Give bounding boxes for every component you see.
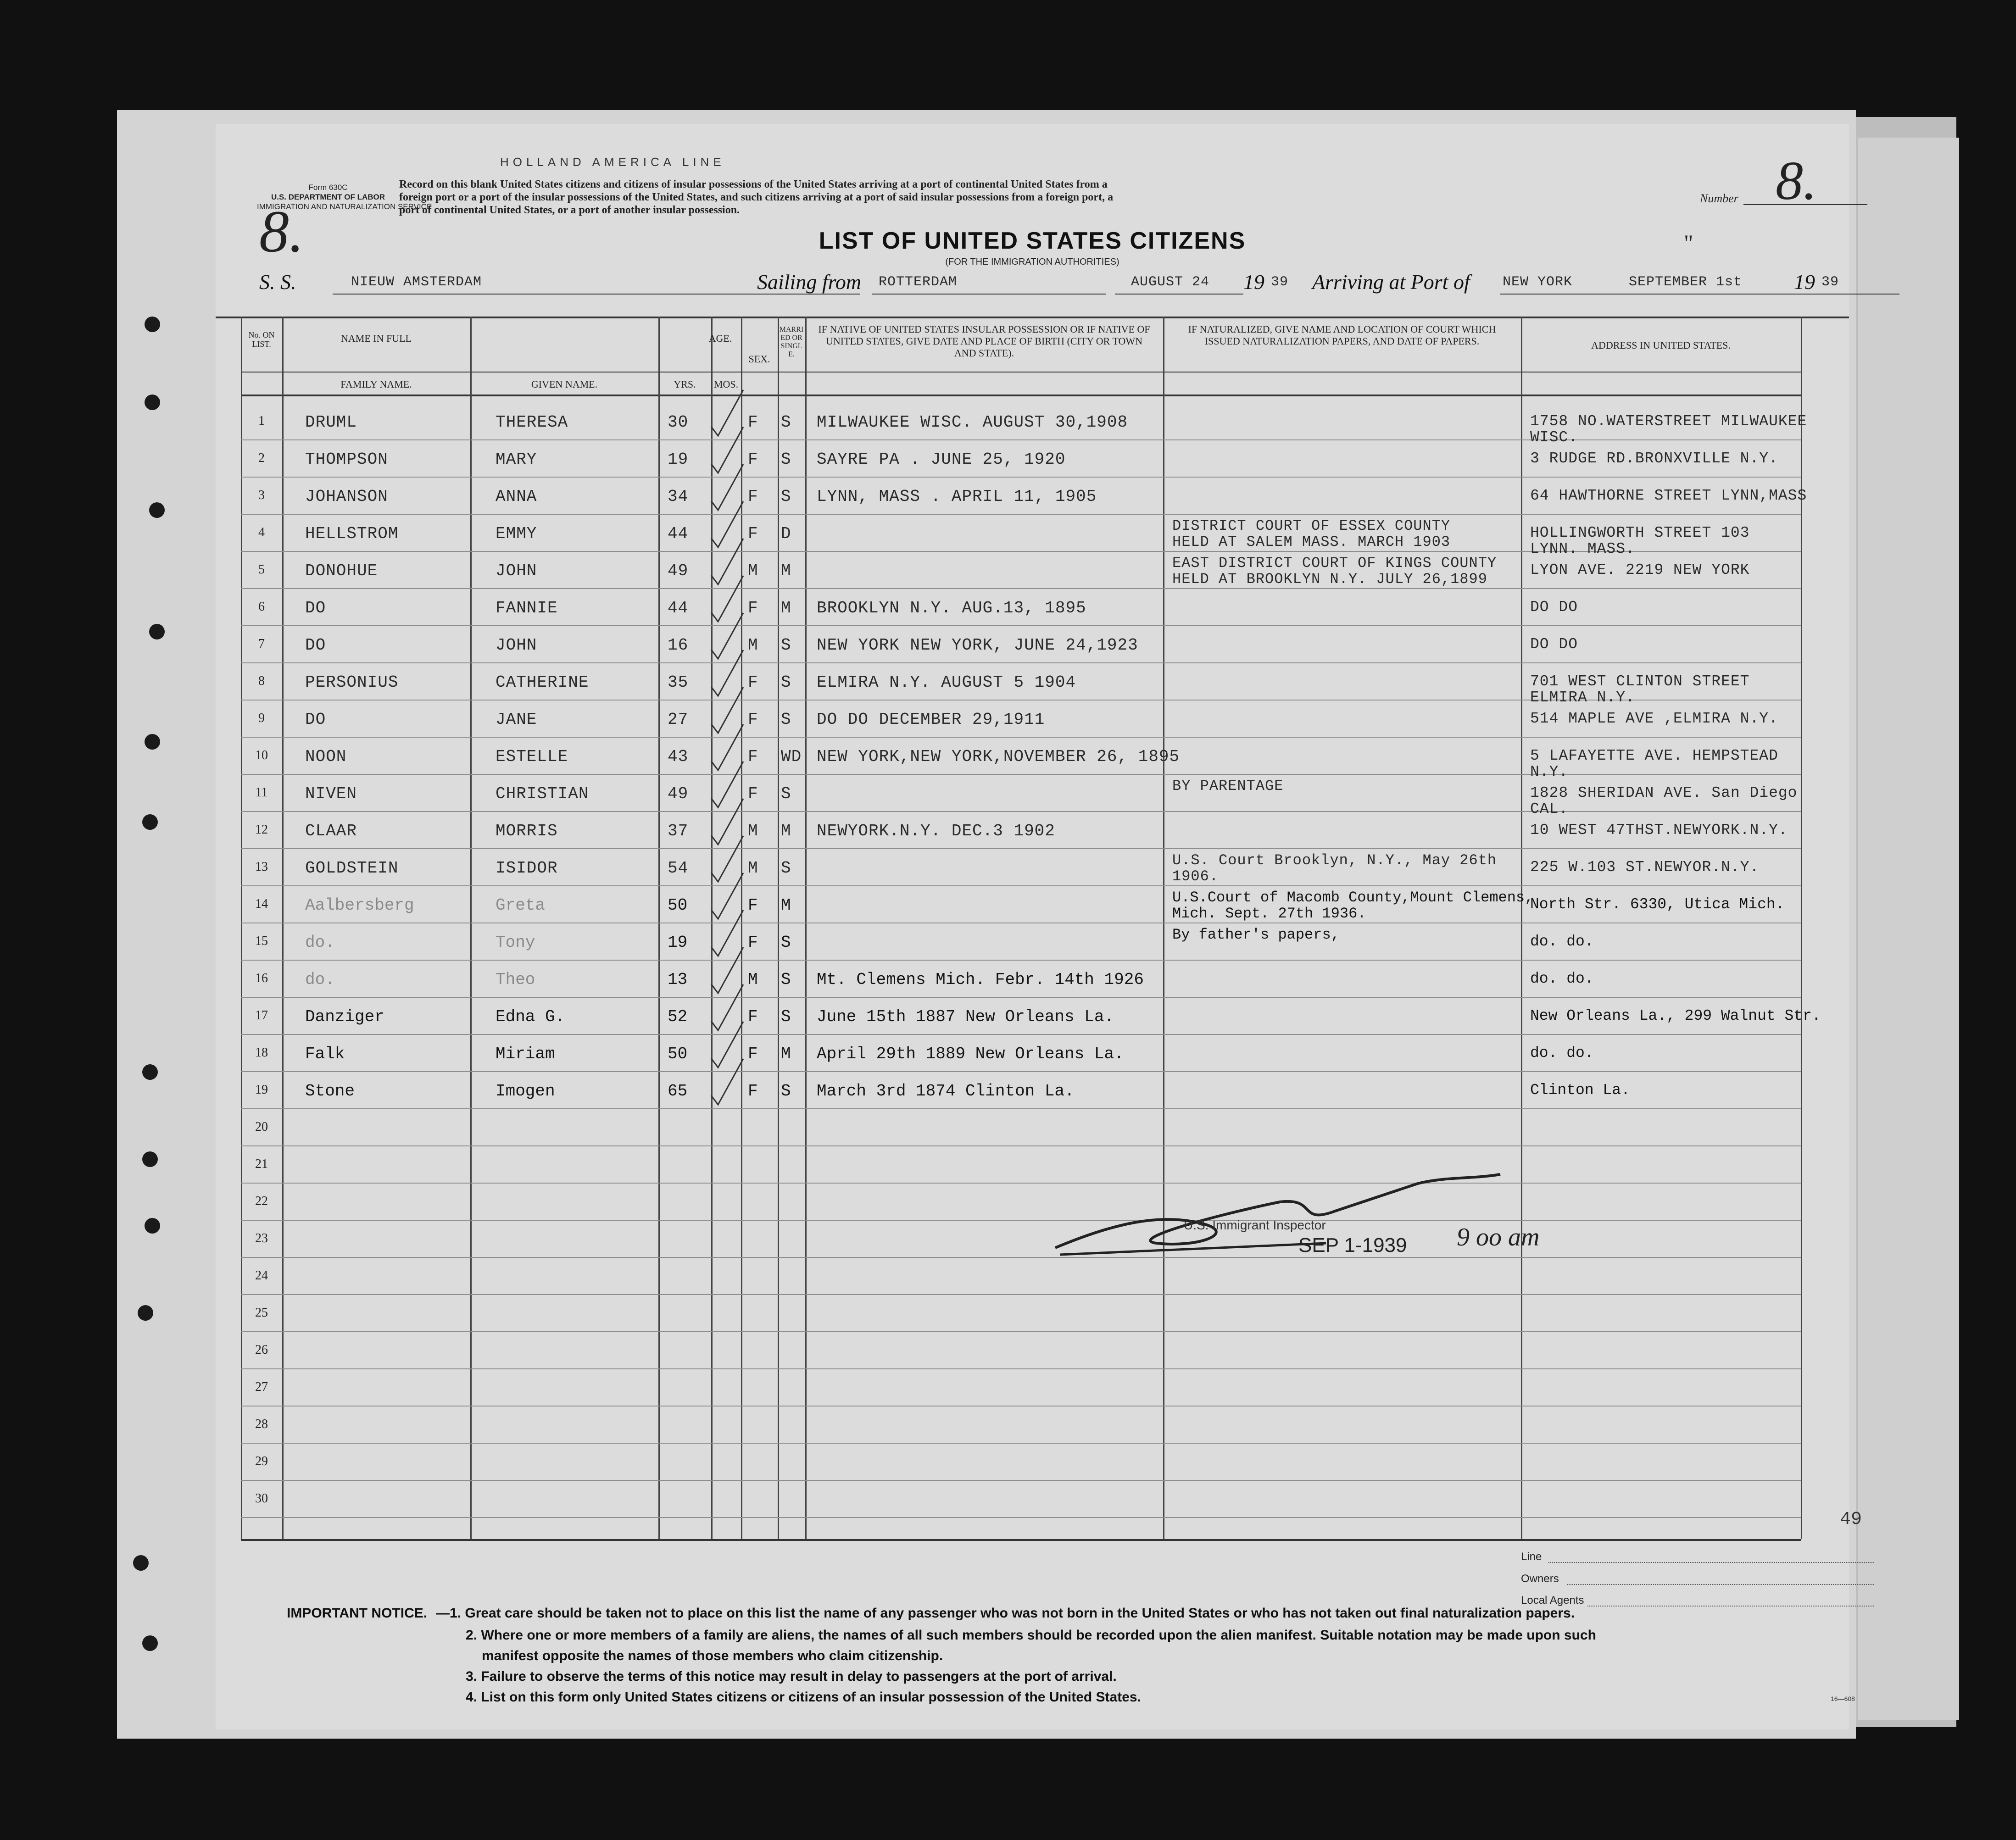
local-agents-label: Local Agents [1521,1594,1584,1607]
form-number: Form 630C [308,183,348,192]
family-name: DO [305,599,326,617]
us-address: DO DO [1530,599,1578,616]
marital-status: M [781,896,791,915]
col-border [658,317,660,1539]
us-address: do. do. [1530,933,1594,950]
family-name: THOMPSON [305,450,388,469]
row-number: 24 [255,1268,268,1283]
age-years: 49 [668,561,689,580]
col-border [778,317,779,1539]
given-name: JANE [496,710,537,729]
age-years: 27 [668,710,689,729]
row-rule [241,960,1801,961]
naturalization-court-cont: Mich. Sept. 27th 1936. [1172,905,1366,922]
age-years: 19 [668,450,689,469]
age-years: 52 [668,1007,688,1026]
age-years: 54 [668,859,689,878]
number-label: Number [1700,192,1738,205]
given-name: JOHN [496,636,537,655]
birth-place-date: June 15th 1887 New Orleans La. [817,1007,1114,1026]
row-number: 1 [258,414,265,428]
row-rule [241,1108,1801,1109]
family-name: CLAAR [305,822,357,840]
row-number: 12 [255,823,268,837]
date-underline [1115,294,1243,295]
handwritten-number: 8. [259,199,304,265]
sex: F [748,487,758,506]
given-name: FANNIE [496,599,558,617]
department-name: U.S. DEPARTMENT OF LABOR [271,193,385,201]
row-rule [241,1183,1801,1184]
row-number: 19 [255,1083,268,1097]
sex: F [748,747,758,766]
owners-label: Owners [1521,1573,1559,1585]
row-number: 11 [255,785,268,800]
family-name: Danziger [305,1007,384,1026]
us-address: do. do. [1530,1045,1594,1062]
us-address-cont: N.Y. [1530,763,1569,780]
marital-status: S [781,636,791,655]
naturalization-court: U.S. Court Brooklyn, N.Y., May 26th [1172,852,1497,869]
age-years: 65 [668,1082,688,1101]
header-given-name: GIVEN NAME. [531,378,598,390]
birth-place-date: DO DO DECEMBER 29,1911 [817,710,1045,729]
row-rule [241,477,1801,478]
row-rule [241,1257,1801,1258]
sex: F [748,710,758,729]
given-name: ESTELLE [496,747,568,766]
header-native: IF NATIVE OF UNITED STATES INSULAR POSSESSION OR IF NATIVE OF UNITED STATES, GIVE DATE AND PLACE OF BIRTH (CITY OR TOWN AND STATE). [818,323,1150,359]
header-list-number: No. ON LIST. [248,330,275,349]
age-years: 30 [668,413,689,432]
given-name: JOHN [496,561,537,580]
us-address: 1758 NO.WATERSTREET MILWAUKEE [1530,413,1807,430]
row-rule [241,737,1801,738]
naturalization-court: DISTRICT COURT OF ESSEX COUNTY [1172,517,1451,534]
naturalization-court-cont: 1906. [1172,868,1219,885]
naturalization-court: EAST DISTRICT COURT OF KINGS COUNTY [1172,555,1497,572]
page-subtitle: (FOR THE IMMIGRATION AUTHORITIES) [945,257,1119,267]
sex: F [748,784,758,803]
arrival-port: NEW YORK [1503,274,1573,290]
family-name: DO [305,710,326,729]
us-address: 5 LAFAYETTE AVE. HEMPSTEAD [1530,747,1778,764]
birth-place-date: BROOKLYN N.Y. AUG.13, 1895 [817,599,1086,617]
age-years: 49 [668,784,689,803]
sex: F [748,896,758,915]
age-years: 37 [668,822,689,840]
family-name: DO [305,636,326,655]
sailing-from-port: ROTTERDAM [879,274,958,290]
sex: M [748,970,758,989]
binder-hole [145,734,160,750]
birth-place-date: NEW YORK NEW YORK, JUNE 24,1923 [817,636,1138,655]
row-rule [241,1443,1801,1444]
row-number: 30 [255,1491,268,1506]
header-sex: SEX. [748,353,770,365]
given-name: THERESA [496,413,568,432]
row-rule [241,588,1801,589]
row-rule [241,997,1801,998]
us-address: 3 RUDGE RD.BRONXVILLE N.Y. [1530,450,1778,467]
row-number: 27 [255,1380,268,1394]
binder-hole [142,1064,158,1080]
row-number: 25 [255,1306,268,1320]
row-number: 13 [255,860,268,874]
binder-hole [138,1305,153,1321]
header-family-name: FAMILY NAME. [340,378,412,390]
notice-heading: IMPORTANT NOTICE. [287,1606,428,1621]
row-number: 20 [255,1120,268,1134]
citizens-list-form [216,124,1862,1729]
us-address: North Str. 6330, Utica Mich. [1530,896,1785,913]
ss-label: S. S. [259,270,296,294]
row-rule [241,1331,1801,1332]
table-bottom-rule [241,1539,1801,1541]
us-address-cont: WISC. [1530,429,1578,446]
given-name: Edna G. [496,1007,565,1026]
row-number: 3 [258,488,265,502]
sex: F [748,413,758,432]
row-number: 2 [258,451,265,465]
given-name: Tony [496,933,535,952]
marital-status: S [781,487,791,506]
binder-hole [145,395,160,410]
sex: F [748,1082,758,1101]
birth-place-date: ELMIRA N.Y. AUGUST 5 1904 [817,673,1076,692]
row-number: 8 [258,674,265,688]
col-border [282,317,284,1539]
row-number: 9 [258,711,265,725]
header-age: AGE. [708,333,732,344]
family-name: DONOHUE [305,561,378,580]
row-number: 14 [255,897,268,911]
age-years: 16 [668,636,689,655]
age-years: 13 [668,970,688,989]
marital-status: WD [781,747,802,766]
row-rule [241,514,1801,515]
age-years: 19 [668,933,688,952]
col-border [805,317,807,1539]
birth-place-date: LYNN, MASS . APRIL 11, 1905 [817,487,1097,506]
us-address-cont: ELMIRA N.Y. [1530,689,1635,706]
us-address: DO DO [1530,636,1578,653]
age-years: 44 [668,524,689,543]
row-rule [241,1294,1801,1295]
company-name: HOLLAND AMERICA LINE [500,155,725,169]
row-number: 18 [255,1045,268,1060]
row-number: 22 [255,1194,268,1208]
family-name: NIVEN [305,784,357,803]
us-address: HOLLINGWORTH STREET 103 [1530,524,1750,541]
family-name: HELLSTROM [305,524,399,543]
header-yrs: YRS. [674,378,696,390]
family-name: JOHANSON [305,487,388,506]
sex: F [748,450,758,469]
sex: M [748,822,758,840]
from-underline [872,294,1106,295]
family-name: NOON [305,747,347,766]
naturalization-court: U.S.Court of Macomb County,Mount Clemens, [1172,889,1534,906]
row-rule [241,848,1801,849]
notice-3: 3. Failure to observe the terms of this notice may result in delay to passengers at the port of arrival. [466,1669,1117,1684]
naturalization-court: By father's papers, [1172,926,1340,943]
given-name: CATHERINE [496,673,589,692]
row-number: 21 [255,1157,268,1171]
marital-status: S [781,1082,791,1101]
row-number: 23 [255,1231,268,1245]
us-address: 225 W.103 ST.NEWYOR.N.Y. [1530,859,1760,876]
row-number: 7 [258,637,265,651]
binder-hole [145,317,160,332]
sex: M [748,859,758,878]
family-name: PERSONIUS [305,673,399,692]
marital-status: S [781,859,791,878]
row-rule [241,625,1801,626]
row-rule [241,1480,1801,1481]
given-name: MORRIS [496,822,558,840]
binder-hole [142,814,158,830]
us-address-cont: LYNN. MASS. [1530,540,1635,557]
family-name: DRUML [305,413,357,432]
sex: F [748,599,758,617]
header-married: MARRIED OR SINGLE. [779,326,804,358]
us-address: 701 WEST CLINTON STREET [1530,673,1750,690]
us-address: Clinton La. [1530,1082,1630,1099]
manifest-page [117,110,1862,1739]
binder-hole [133,1555,149,1571]
marital-status: D [781,524,791,543]
row-rule [241,662,1801,663]
port-underline [1500,294,1899,295]
sex: F [748,1007,758,1026]
family-name: Aalbersberg [305,896,414,915]
given-name: MARY [496,450,537,469]
marital-status: S [781,1007,791,1026]
given-name: EMMY [496,524,537,543]
birth-place-date: NEWYORK.N.Y. DEC.3 1902 [817,822,1055,840]
sex: F [748,524,758,543]
row-number: 16 [255,971,268,985]
binder-hole [149,502,165,518]
marital-status: S [781,450,791,469]
given-name: Greta [496,896,546,915]
ditto-mark: " [1684,230,1693,256]
sailing-date: AUGUST 24 [1131,274,1210,290]
arrival-date: SEPTEMBER 1st [1629,274,1743,290]
marital-status: S [781,710,791,729]
marital-status: S [781,673,791,692]
given-name: CHRISTIAN [496,784,589,803]
header-top-rule [216,317,1849,318]
inspector-signature [1041,1156,1528,1262]
us-address: 64 HAWTHORNE STREET LYNN,MASS [1530,487,1807,504]
us-address: 10 WEST 47THST.NEWYORK.N.Y. [1530,822,1788,839]
given-name: Theo [496,970,535,989]
binder-hole [145,1218,160,1234]
family-name: do. [305,933,335,952]
row-rule [241,885,1801,886]
row-rule [241,1071,1801,1072]
sailing-from-label: Sailing from [757,270,862,294]
age-years: 44 [668,599,689,617]
family-name: Stone [305,1082,355,1101]
line-label: Line [1521,1551,1542,1563]
birth-place-date: April 29th 1889 New Orleans La. [817,1045,1124,1063]
arriving-label: Arriving at Port of [1312,270,1470,294]
row-rule [241,1220,1801,1221]
us-address: LYON AVE. 2219 NEW YORK [1530,561,1750,578]
col-border [1163,317,1164,1539]
birth-place-date: SAYRE PA . JUNE 25, 1920 [817,450,1066,469]
row-number: 15 [255,934,268,948]
age-years: 35 [668,673,689,692]
row-rule [241,1145,1801,1146]
local-agents-field [1587,1606,1874,1607]
row-number: 6 [258,600,265,614]
naturalization-court: BY PARENTAGE [1172,778,1284,795]
notice-4: 4. List on this form only United States citizens or citizens of an insular possession of the United States. [466,1690,1141,1705]
marital-status: M [781,822,791,840]
sailing-year: 39 [1271,274,1289,290]
binder-hole [142,1151,158,1167]
header-mos: MOS. [713,378,739,390]
us-address: New Orleans La., 299 Walnut Str. [1530,1007,1821,1024]
us-address-cont: CAL. [1530,800,1569,817]
marital-status: M [781,1045,791,1063]
family-name: GOLDSTEIN [305,859,399,878]
marital-status: M [781,561,791,580]
marital-status: S [781,784,791,803]
header-bottom-rule [241,395,1801,396]
arrival-stamp: SEP 1-1939 [1298,1234,1407,1256]
row-number: 10 [255,748,268,762]
row-number: 26 [255,1343,268,1357]
header-address: ADDRESS IN UNITED STATES. [1591,339,1731,351]
col-border [470,317,472,1539]
age-years: 50 [668,1045,688,1063]
print-code: 16—608 [1831,1695,1855,1702]
row-rule [241,1517,1801,1518]
birth-place-date: Mt. Clemens Mich. Febr. 14th 1926 [817,970,1144,989]
line-field [1548,1562,1874,1564]
family-name: Falk [305,1045,345,1063]
number-value: 8. [1776,150,1817,211]
age-years: 50 [668,896,688,915]
owners-field [1567,1584,1874,1586]
given-name: Imogen [496,1082,555,1101]
marital-status: S [781,970,791,989]
header-name-in-full: NAME IN FULL [341,333,412,344]
marital-status: S [781,413,791,432]
birth-place-date: MILWAUKEE WISC. AUGUST 30,1908 [817,413,1128,432]
row-number: 28 [255,1417,268,1431]
inspector-title: U.S. Immigrant Inspector [1184,1218,1326,1232]
col-border [1521,317,1522,1539]
notice-2-cont: manifest opposite the names of those members who claim citizenship. [482,1648,943,1663]
naturalization-court-cont: HELD AT SALEM MASS. MARCH 1903 [1172,534,1451,550]
birth-place-date: NEW YORK,NEW YORK,NOVEMBER 26, 1895 [817,747,1180,766]
marital-status: S [781,933,791,952]
age-years: 43 [668,747,689,766]
us-address: 514 MAPLE AVE ,ELMIRA N.Y. [1530,710,1778,727]
given-name: ANNA [496,487,537,506]
marital-status: M [781,599,791,617]
sex: F [748,1045,758,1063]
notice-1: —1. Great care should be taken not to place on this list the name of any passenger who was not born in the United States or who has not taken out final naturalization papers. [436,1606,1575,1621]
row-number: 29 [255,1454,268,1468]
ship-name: NIEUW AMSTERDAM [351,274,482,290]
naturalization-court-cont: HELD AT BROOKLYN N.Y. JULY 26,1899 [1172,571,1487,588]
instructions: Record on this blank United States citizens and citizens of insular possessions of the United States arriving at a port of continental United States from a foreign port or a port of the insular possessions of the United States, and such citizens arriving at a port of said insular possessions from a foreign port, a port of continental United States, or a port of another insular possession. [399,178,1114,216]
notice-2: 2. Where one or more members of a family are aliens, the names of all such members should be recorded upon the alien manifest. Suitable notation may be made upon such [466,1628,1596,1643]
family-name: do. [305,970,335,989]
page-number: 49 [1840,1509,1862,1530]
header-naturalized: IF NATURALIZED, GIVE NAME AND LOCATION OF COURT WHICH ISSUED NATURALIZATION PAPERS, AND DATE OF PAPERS. [1188,323,1496,347]
sex: M [748,561,758,580]
sailing-year-prefix: 19 [1243,270,1264,294]
arrival-year-prefix: 19 [1794,270,1815,294]
background-sheet-inner [1858,138,1959,1720]
page-title: LIST OF UNITED STATES CITIZENS [819,228,1246,254]
binder-hole [149,624,165,639]
sex: F [748,933,758,952]
given-name: Miriam [496,1045,555,1063]
us-address: 1828 SHERIDAN AVE. San Diego [1530,784,1798,801]
service-name: IMMIGRATION AND NATURALIZATION SERVICE [257,202,432,211]
arrival-year: 39 [1821,274,1839,290]
us-address: do. do. [1530,970,1594,987]
row-rule [241,1034,1801,1035]
age-years: 34 [668,487,689,506]
row-number: 17 [255,1008,268,1023]
row-number: 5 [258,562,265,577]
birth-place-date: March 3rd 1874 Clinton La. [817,1082,1075,1101]
row-number: 4 [258,525,265,539]
given-name: ISIDOR [496,859,558,878]
sex: M [748,636,758,655]
row-rule [241,1368,1801,1369]
stamp-time-note: 9 oo am [1457,1223,1540,1251]
check-mark-icon [707,1056,748,1112]
sex: F [748,673,758,692]
